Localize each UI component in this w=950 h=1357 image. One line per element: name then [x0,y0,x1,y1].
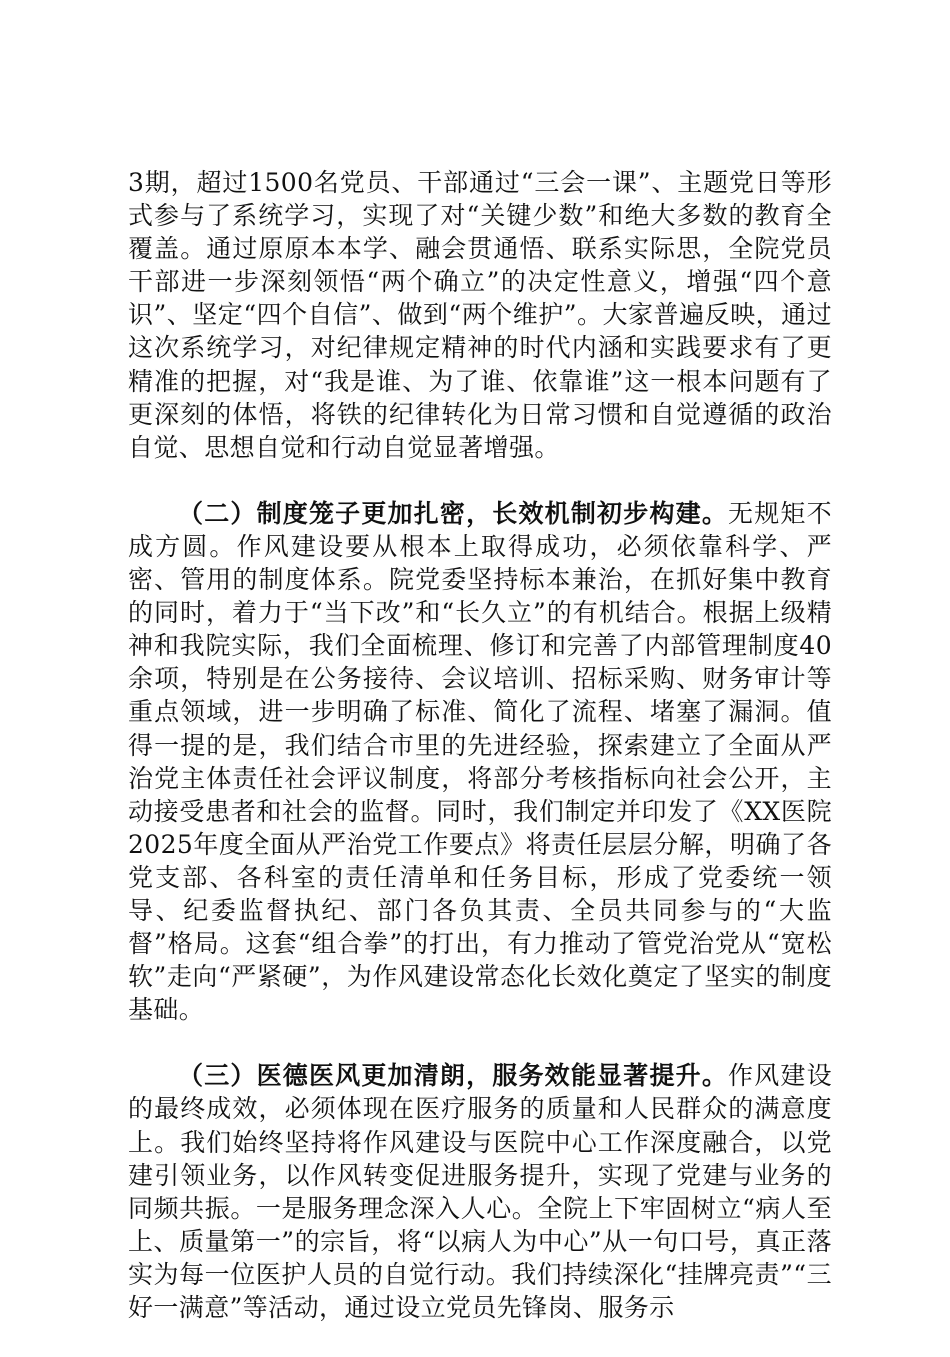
document-page [128,166,832,1357]
section-heading: （三）医德医风更加清朗，服务效能显著提升。 [178,1061,729,1091]
paragraph-section-3 [128,1059,832,1324]
paragraph-body: 作风建设的最终成效，必须体现在医疗服务的质量和人民群众的满意度上。我们始终坚持将作风建设与医院中心工作深度融合，以党建引领业务，以作风转变促进服务提升，实现了党建与业务的同频共振。一是服务理念深入人心。全院上下牢固树立“病人至上、质量第一”的宗旨，将“以病人为中心”从一句口号，真正落实为每一位医护人员的自觉行动。我们持续深化“挂牌亮责”“三好一满意”等活动，通过设立党员先锋岗、服务示 [128,1061,832,1322]
paragraph-section-2 [128,497,832,1027]
section-heading: （二）制度笼子更加扎密，长效机制初步构建。 [178,498,729,528]
paragraph-body: 无规矩不成方圆。作风建设要从根本上取得成功，必须依靠科学、严密、管用的制度体系。院党委坚持标本兼治，在抓好集中教育的同时，着力于“当下改”和“长久立”的有机结合。根据上级精神和我院实际，我们全面梳理、修订和完善了内部管理制度40余项，特别是在公务接待、会议培训、招标采购、财务审计等重点领域，进一步明确了标准、简化了流程、堵塞了漏洞。值得一提的是，我们结合市里的先进经验，探索建立了全面从严治党主体责任社会评议制度，将部分考核指标向社会公开，主动接受患者和社会的监督。同时，我们制定并印发了《XX医院2025年度全面从严治党工作要点》将责任层层分解，明确了各党支部、各科室的责任清单和任务目标，形成了党委统一领导、纪委监督执纪、部门各负其责、全员共同参与的“大监督”格局。这套“组合拳”的打出，有力推动了管党治党从“宽松软”走向“严紧硬”，为作风建设常态化长效化奠定了坚实的制度基础。 [128,498,832,1025]
paragraph-body: 3期，超过1500名党员、干部通过“三会一课”、主题党日等形式参与了系统学习，实现了对“关键少数”和绝大多数的教育全覆盖。通过原原本本学、融会贯通悟、联系实际思，全院党员干部进一步深刻领悟“两个确立”的决定性意义，增强“四个意识”、坚定“四个自信”、做到“两个维护”。大家普遍反映，通过这次系统学习，对纪律规定精神的时代内涵和实践要求有了更精准的把握，对“我是谁、为了谁、依靠谁”这一根本问题有了更深刻的体悟，将铁的纪律转化为日常习惯和自觉遵循的政治自觉、思想自觉和行动自觉显著增强。 [128,168,832,462]
paragraph-continuation [128,166,832,464]
